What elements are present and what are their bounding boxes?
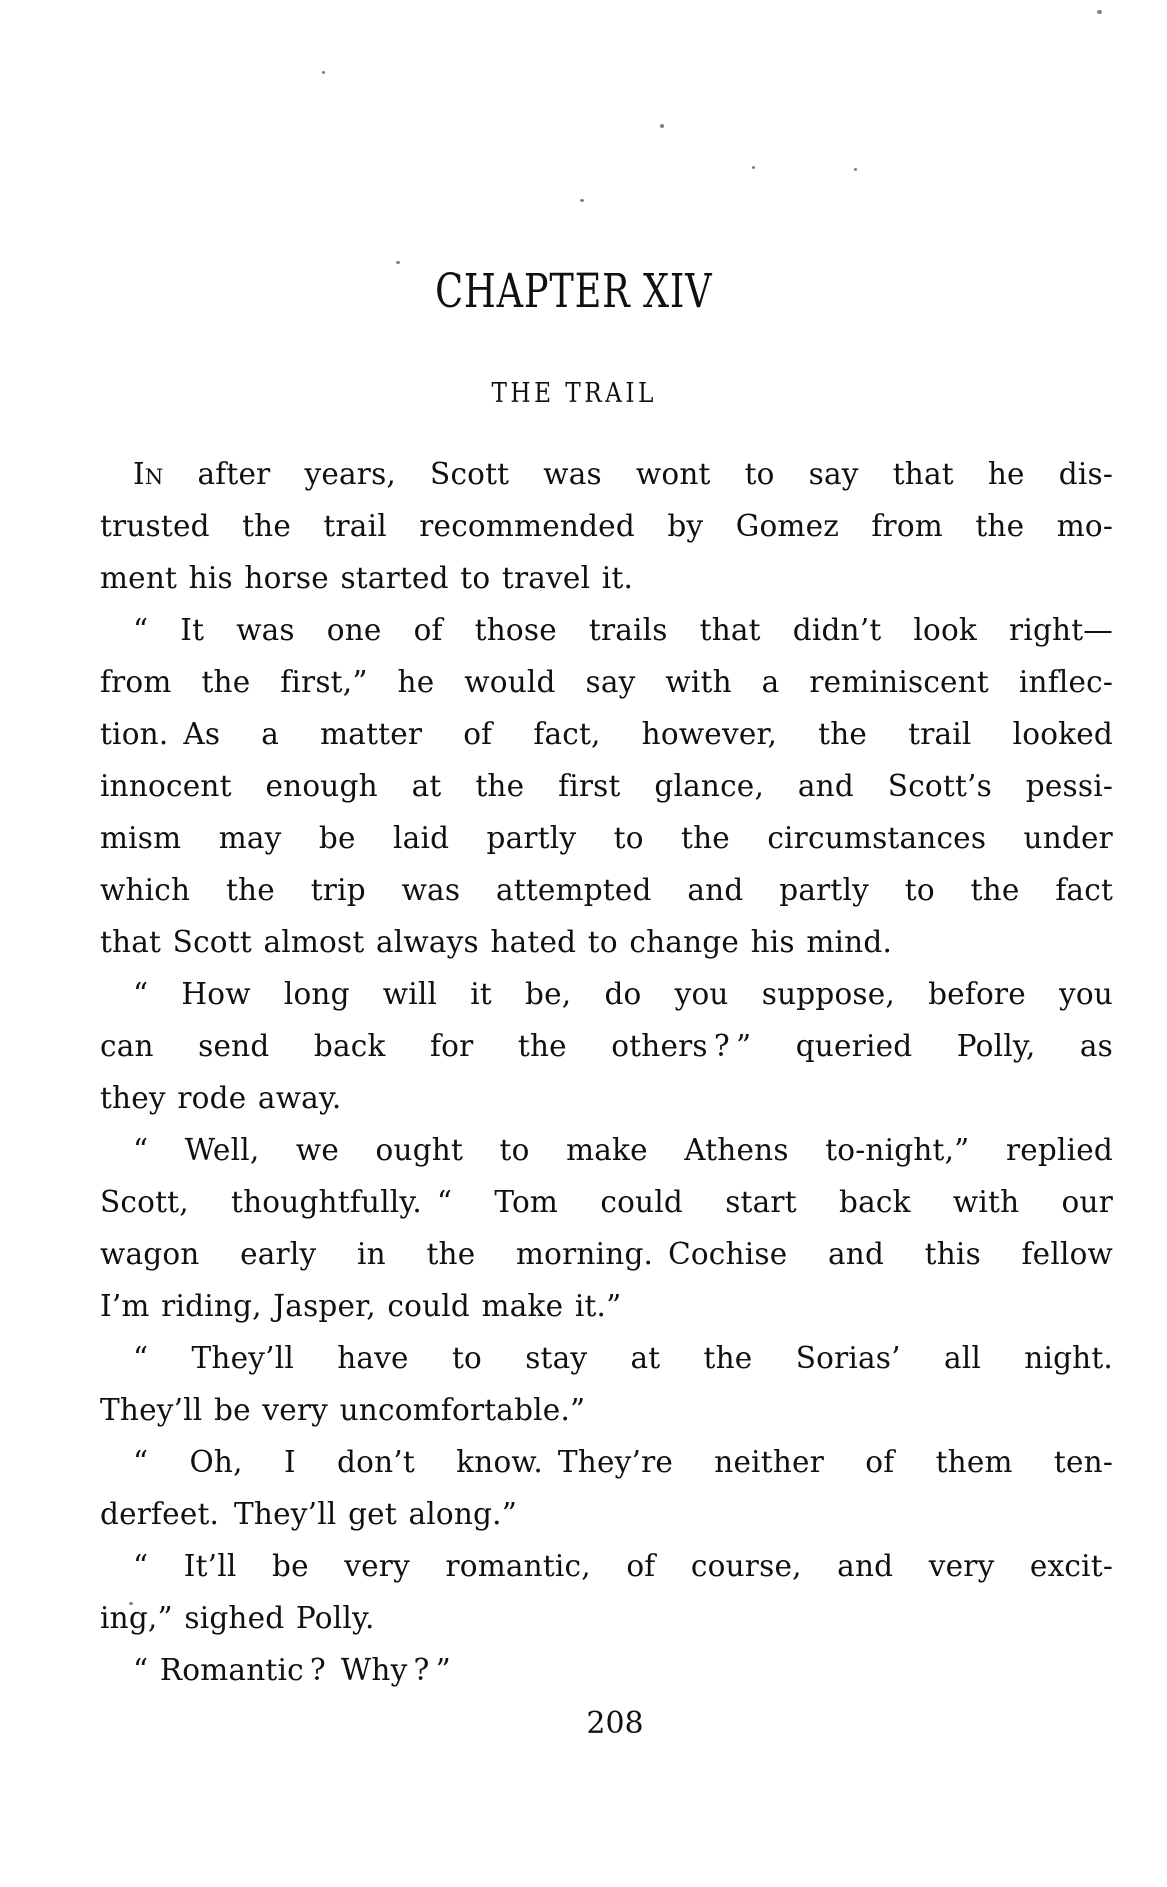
scan-speck (1097, 10, 1102, 14)
text-line: wagon early in the morning. Cochise and this fellow (100, 1237, 1113, 1271)
text-line: “ It’ll be very romantic, of course, and very excit- (133, 1549, 1113, 1583)
text-line: Scott, thoughtfully. “ Tom could start back with our (100, 1185, 1113, 1219)
text-line: derfeet. They’ll get along.” (100, 1497, 517, 1531)
text-line: tion. As a matter of fact, however, the trail looked (100, 717, 1113, 751)
scan-speck (322, 71, 325, 74)
paragraph (100, 448, 1113, 604)
paragraph (100, 1644, 1113, 1696)
scan-speck (752, 166, 755, 169)
chapter-subtitle (0, 379, 1148, 409)
text-line: “ They’ll have to stay at the Sorias’ all night. (133, 1341, 1113, 1375)
text-line: “ Oh, I don’t know. They’re neither of them ten- (133, 1445, 1113, 1479)
scan-speck (854, 168, 857, 171)
scan-speck (660, 124, 664, 128)
text-line: ing,” sighed Polly. (100, 1601, 375, 1635)
paragraph (100, 1124, 1113, 1332)
paragraph (100, 1436, 1113, 1540)
text-line: which the trip was attempted and partly to the fact (100, 873, 1113, 907)
text-line: from the first,” he would say with a reminiscent inflec- (100, 665, 1113, 699)
page-number: 208 (586, 1706, 644, 1741)
text-line: “ Romantic ? Why ? ” (133, 1653, 451, 1687)
text-line: They’ll be very uncomfortable.” (100, 1393, 586, 1427)
text-line: “ Well, we ought to make Athens to-night,” replied (133, 1133, 1113, 1167)
text-line: I’m riding, Jasper, could make it.” (100, 1289, 622, 1323)
text-line: innocent enough at the first glance, and Scott’s pessi- (100, 769, 1113, 803)
text-line: “ How long will it be, do you suppose, before you (133, 977, 1113, 1011)
chapter-heading (0, 266, 1148, 318)
text-line: trusted the trail recommended by Gomez from the mo- (100, 509, 1113, 543)
lead-word: In (133, 457, 164, 491)
text-line: mism may be laid partly to the circumstances under (100, 821, 1113, 855)
scan-speck (396, 261, 400, 264)
body-text (100, 448, 1113, 1696)
paragraph (100, 1332, 1113, 1436)
chapter-heading-text: CHAPTER XIV (435, 264, 713, 319)
paragraph (100, 968, 1113, 1124)
paragraph (100, 604, 1113, 968)
text-line: “ It was one of those trails that didn’t look right— (133, 613, 1113, 647)
text-line: can send back for the others ? ” queried Polly, as (100, 1029, 1113, 1063)
text-line: ment his horse started to travel it. (100, 561, 634, 595)
chapter-subtitle-text: THE TRAIL (491, 378, 657, 409)
text-line: they rode away. (100, 1081, 342, 1115)
text-line: that Scott almost always hated to change his mind. (100, 925, 893, 959)
paragraph (100, 1540, 1113, 1644)
line-text: after years, Scott was wont to say that he dis- (163, 457, 1113, 491)
scan-speck (580, 199, 584, 202)
text-line (100, 448, 1113, 500)
